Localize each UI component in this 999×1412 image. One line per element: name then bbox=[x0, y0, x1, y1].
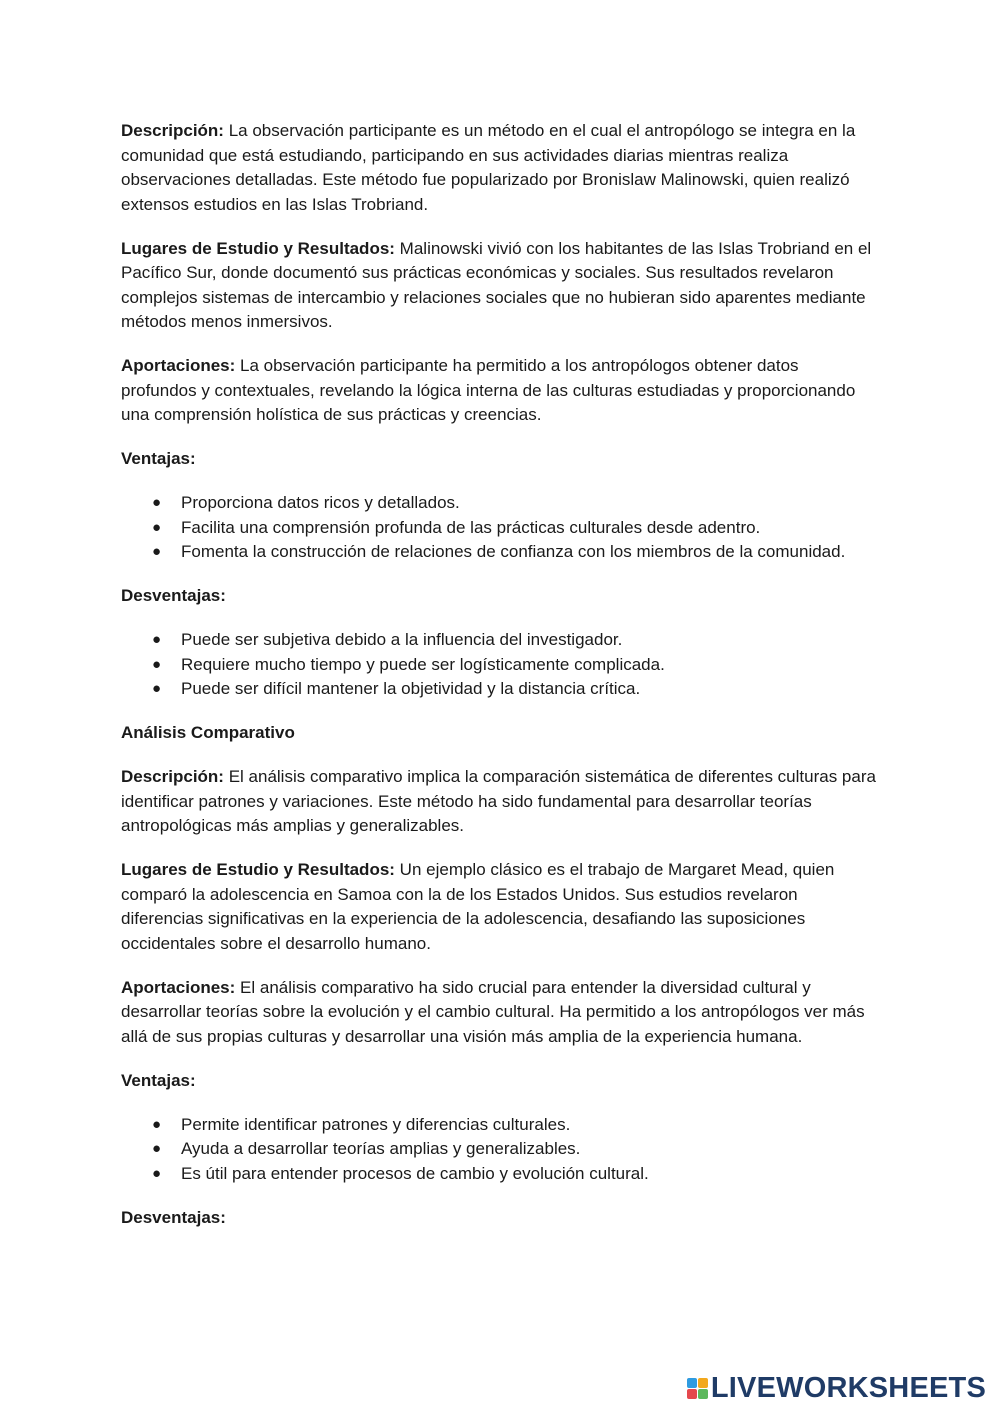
text-description: La observación participante es un método en el cual el antropólogo se integra en la comunidad que está estudiando, participando en sus actividades diarias mientras realiza observaciones detalladas. Este método fue popularizado por Bronislaw Malinowski, quien realizó extensos estudios en las Islas Trobriand. bbox=[121, 121, 856, 214]
text-places: Malinowski vivió con los habitantes de las Islas Trobriand en el Pacífico Sur, donde documentó sus prácticas económicas y sociales. Sus resultados revelaron complejos sistemas de intercambio y relaciones sociales que no hubieran sido aparentes mediante métodos menos inmersivos. bbox=[121, 238, 872, 331]
list-item: ● Facilita una comprensión profunda de las prácticas culturales desde adentro. bbox=[181, 516, 877, 541]
bullet-icon: ● bbox=[152, 655, 162, 673]
list-item: ● Es útil para entender procesos de cambio y evolución cultural. bbox=[181, 1162, 877, 1187]
label-places: Lugares de Estudio y Resultados: bbox=[121, 860, 395, 879]
list-item: ● Proporciona datos ricos y detallados. bbox=[181, 491, 877, 516]
label-contributions: Aportaciones: bbox=[121, 356, 236, 375]
label-places: Lugares de Estudio y Resultados: bbox=[121, 238, 395, 258]
label-description: Descripción: bbox=[121, 121, 224, 140]
heading-disadvantages-2: Desventajas: bbox=[121, 1207, 226, 1227]
bullet-icon: ● bbox=[152, 631, 162, 648]
paragraph-description-2 bbox=[121, 765, 877, 839]
bullet-icon: ● bbox=[152, 518, 162, 536]
label-contributions: Aportaciones: bbox=[121, 977, 236, 997]
bullet-icon: ● bbox=[152, 1164, 162, 1182]
paragraph-places-2 bbox=[121, 858, 877, 956]
bullet-icon: ● bbox=[152, 1115, 162, 1133]
logo-mark-icon bbox=[687, 1378, 708, 1399]
list-item: ● Puede ser difícil mantener la objetividad y la distancia crítica. bbox=[181, 677, 877, 702]
paragraph-contributions-1 bbox=[121, 354, 877, 428]
text-contributions: La observación participante ha permitido a los antropólogos obtener datos profundos y contextuales, revelando la lógica interna de las culturas estudiadas y proporcionando una comprensión holística de sus prácticas y creencias. bbox=[121, 356, 856, 424]
section-heading-comparative: Análisis Comparativo bbox=[121, 723, 295, 742]
list-disadvantages-1 bbox=[121, 628, 877, 702]
paragraph-description-1 bbox=[121, 119, 877, 217]
logo-text: LIVEWORKSHEETS bbox=[710, 1371, 986, 1404]
liveworksheets-logo bbox=[687, 1372, 986, 1404]
list-item: ● Ayuda a desarrollar teorías amplias y generalizables. bbox=[181, 1137, 877, 1162]
text-places: Un ejemplo clásico es el trabajo de Margaret Mead, quien comparó la adolescencia en Samoa con la de los Estados Unidos. Sus estudios revelaron diferencias significativas en la experiencia de la adolescencia, desafiando las suposiciones occidentales sobre el desarrollo humano. bbox=[121, 860, 835, 953]
list-item: ● Requiere mucho tiempo y puede ser logísticamente complicada. bbox=[181, 653, 877, 678]
bullet-icon: ● bbox=[152, 680, 162, 697]
list-item: ● Fomenta la construcción de relaciones de confianza con los miembros de la comunidad. bbox=[181, 540, 877, 565]
bullet-icon: ● bbox=[152, 494, 162, 511]
label-description: Descripción: bbox=[121, 767, 224, 786]
bullet-icon: ● bbox=[152, 543, 162, 560]
bullet-icon: ● bbox=[152, 1140, 162, 1157]
paragraph-contributions-2 bbox=[121, 976, 877, 1050]
text-description: El análisis comparativo implica la comparación sistemática de diferentes culturas para identificar patrones y variaciones. Este método ha sido fundamental para desarrollar teorías antropológicas más amplias y generalizables. bbox=[121, 767, 876, 835]
heading-advantages-2: Ventajas: bbox=[121, 1070, 196, 1090]
text-contributions: El análisis comparativo ha sido crucial para entender la diversidad cultural y desarrollar teorías sobre la evolución y el cambio cultural. Ha permitido a los antropólogos ver más allá de sus propias culturas y desarrollar una visión más amplia de la experiencia humana. bbox=[121, 977, 865, 1046]
list-item: ● Permite identificar patrones y diferencias culturales. bbox=[181, 1113, 877, 1138]
paragraph-places-1 bbox=[121, 237, 877, 335]
heading-advantages-1: Ventajas: bbox=[121, 449, 196, 468]
heading-disadvantages-1: Desventajas: bbox=[121, 586, 226, 605]
document-body bbox=[121, 119, 877, 1250]
list-item: ● Puede ser subjetiva debido a la influencia del investigador. bbox=[181, 628, 877, 653]
list-advantages-2 bbox=[121, 1113, 877, 1187]
list-advantages-1 bbox=[121, 491, 877, 565]
